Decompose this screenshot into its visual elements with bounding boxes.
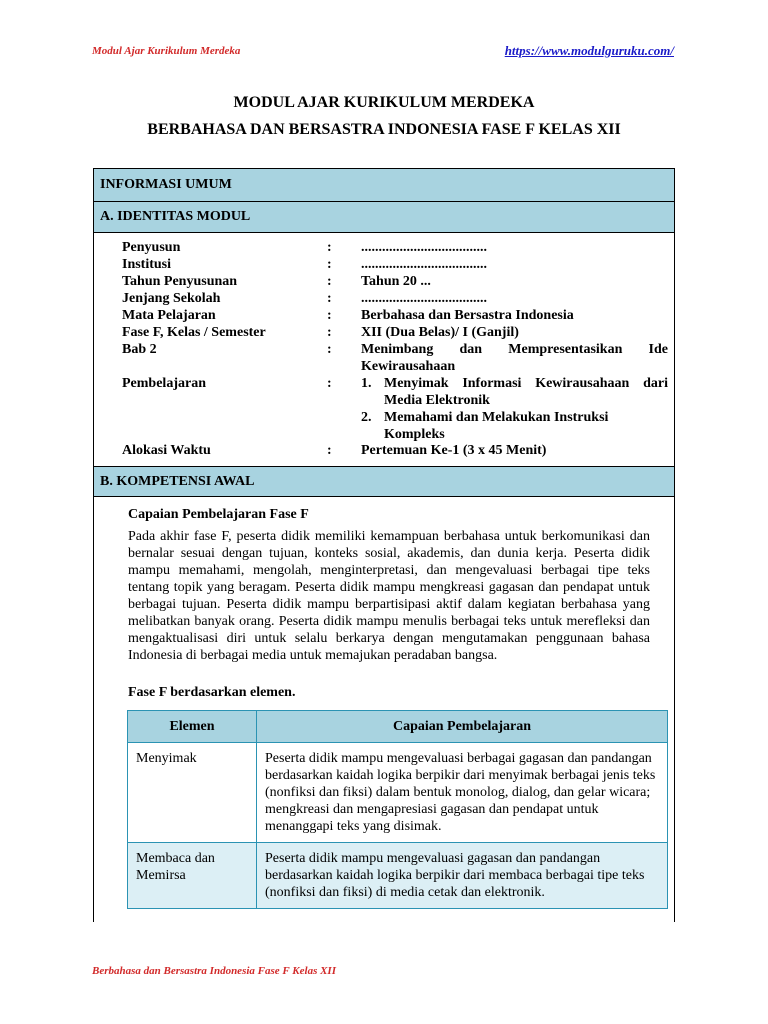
institusi-value: ....................................: [361, 257, 487, 272]
colon: :: [327, 376, 332, 391]
header-elemen: Elemen: [128, 711, 257, 743]
table-header-row: [128, 711, 668, 743]
jenjang-value: ....................................: [361, 291, 487, 306]
identitas-block: [94, 233, 674, 466]
table-row: [128, 843, 668, 909]
module-info-frame: [93, 168, 675, 922]
colon: :: [327, 325, 332, 340]
footer-text: Berbahasa dan Bersastra Indonesia Fase F Kelas XII: [92, 965, 336, 977]
item-number: 2.: [361, 410, 372, 425]
alokasi-value: Pertemuan Ke-1 (3 x 45 Menit): [361, 443, 547, 458]
colon: :: [327, 240, 332, 255]
item-text-line1: Menyimak Informasi Kewirausahaan dari: [384, 376, 668, 391]
alokasi-label: Alokasi Waktu: [122, 443, 211, 458]
elemen-cell: Membaca dan Memirsa: [128, 843, 257, 909]
pembelajaran-label: Pembelajaran: [122, 376, 206, 391]
section-informasi-umum: INFORMASI UMUM: [94, 169, 674, 202]
header-left-text: Modul Ajar Kurikulum Merdeka: [92, 45, 241, 57]
item-text-line1: Memahami dan Melakukan Instruksi: [384, 410, 609, 425]
colon: :: [327, 274, 332, 289]
capaian-cell: Peserta didik mampu mengevaluasi gagasan dan pandangan berdasarkan kaidah logika berpikir dari membaca berbagai tipe teks (nonfiksi dan fiksi) di media cetak dan elektronik.: [257, 843, 668, 909]
section-kompetensi-awal: B. KOMPETENSI AWAL: [94, 466, 674, 497]
bab-value-line1: Menimbang dan Mempresentasikan Ide: [361, 342, 668, 357]
header-capaian: Capaian Pembelajaran: [257, 711, 668, 743]
document-subtitle: BERBAHASA DAN BERSASTRA INDONESIA FASE F KELAS XII: [147, 121, 621, 138]
header-website-link[interactable]: https://www.modulguruku.com/: [504, 43, 674, 58]
section-identitas-modul: A. IDENTITAS MODUL: [94, 202, 674, 233]
tahun-label: Tahun Penyusunan: [122, 274, 238, 289]
item-text-line2: Kompleks: [384, 427, 445, 442]
bab-label: Bab 2: [122, 342, 157, 357]
fase-elemen-title: Fase F berdasarkan elemen.: [128, 685, 296, 700]
capaian-cell: Peserta didik mampu mengevaluasi berbagai gagasan dan pandangan berdasarkan kaidah logika berpikir dari menyimak berbagai jenis teks (nonfiksi dan fiksi) dalam bentuk monolog, dialog, dan gelar wicara; mengkreasi dan mengapresiasi gagasan dan pendapat untuk menanggapi teks yang disimak.: [257, 743, 668, 843]
fase-value: XII (Dua Belas)/ I (Ganjil): [361, 325, 519, 340]
bab-value-line2: Kewirausahaan: [361, 359, 456, 374]
mapel-label: Mata Pelajaran: [122, 308, 216, 323]
fase-label: Fase F, Kelas / Semester: [122, 325, 266, 340]
institusi-label: Institusi: [122, 257, 172, 272]
elemen-cell: Menyimak: [128, 743, 257, 843]
elemen-table: [127, 710, 668, 909]
mapel-value: Berbahasa dan Bersastra Indonesia: [361, 308, 574, 323]
colon: :: [327, 342, 332, 357]
colon: :: [327, 291, 332, 306]
penyusun-value: ....................................: [361, 240, 487, 255]
jenjang-label: Jenjang Sekolah: [122, 291, 221, 306]
pembelajaran-list: [361, 376, 668, 446]
table-row: [128, 743, 668, 843]
colon: :: [327, 308, 332, 323]
document-title: MODUL AJAR KURIKULUM MERDEKA: [233, 94, 535, 111]
tahun-value: Tahun 20 ...: [361, 274, 431, 289]
cp-paragraph: Pada akhir fase F, peserta didik memiliki kemampuan berbahasa untuk berkomunikasi dan bernalar sesuai dengan tujuan, konteks sosial, akademis, dan dunia kerja. Peserta didik mampu memahami, mengolah, menginterpretasi, dan mengevaluasi berbagai tipe teks tentang topik yang beragam. Peserta didik mampu mengkreasi gagasan dan pendapat untuk berbagai tujuan. Peserta didik mampu berpartisipasi aktif dalam kegiatan berbahasa yang melibatkan banyak orang. Peserta didik mampu menulis berbagai teks untuk merefleksi dan mengaktualisasi diri untuk selalu berkarya dengan mengutamakan penggunaan bahasa Indonesia di berbagai media untuk memajukan peradaban bangsa.: [128, 529, 650, 663]
penyusun-label: Penyusun: [122, 240, 181, 255]
colon: :: [327, 443, 332, 458]
colon: :: [327, 257, 332, 272]
cp-title: Capaian Pembelajaran Fase F: [128, 507, 309, 522]
item-number: 1.: [361, 376, 372, 391]
item-text-line2: Media Elektronik: [384, 393, 490, 408]
